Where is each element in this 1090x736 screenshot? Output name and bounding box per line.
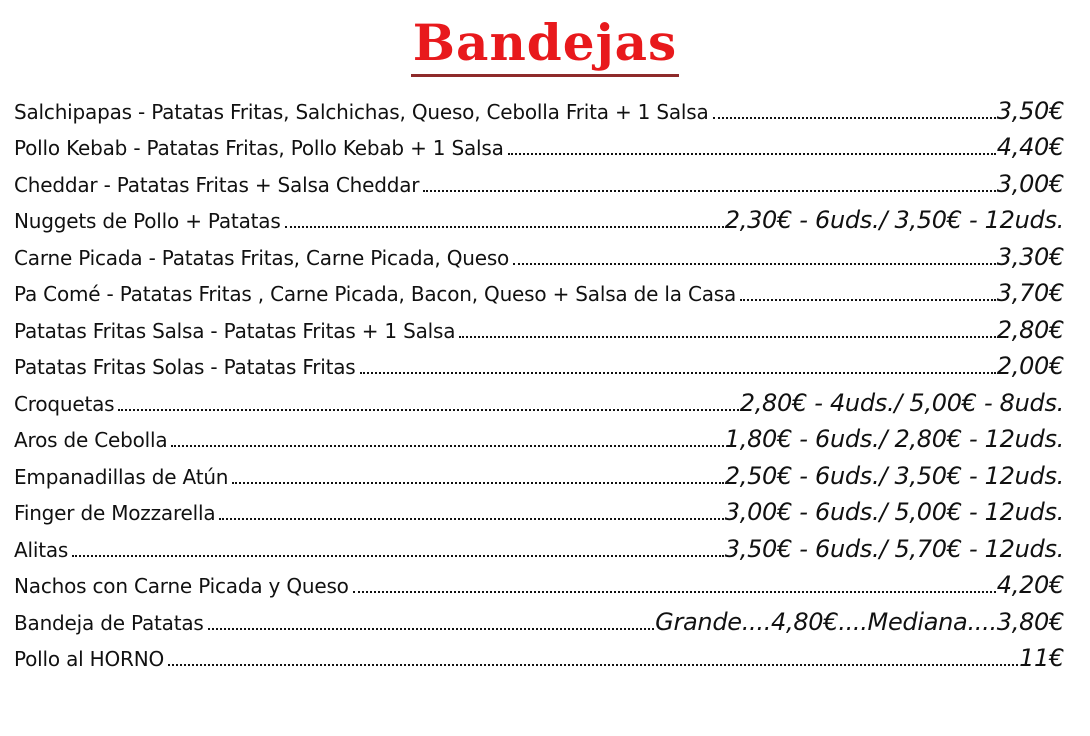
item-name: Pollo al HORNO bbox=[14, 647, 165, 671]
dot-leader bbox=[168, 646, 1018, 672]
dot-leader bbox=[171, 427, 723, 453]
menu-item bbox=[14, 198, 1064, 235]
menu-item bbox=[14, 636, 1064, 673]
dot-leader bbox=[118, 391, 738, 417]
dot-leader bbox=[740, 281, 996, 307]
item-name: Pollo Kebab - Patatas Fritas, Pollo Kebab + 1 Salsa bbox=[14, 136, 504, 160]
item-name: Croquetas bbox=[14, 391, 115, 416]
menu-item bbox=[14, 453, 1064, 490]
dot-leader bbox=[459, 318, 995, 344]
dot-leader bbox=[208, 610, 655, 636]
dot-leader bbox=[360, 354, 996, 380]
menu-title: Bandejas bbox=[411, 14, 679, 77]
item-name: Bandeja de Patatas bbox=[14, 610, 204, 635]
menu-item bbox=[14, 563, 1064, 600]
title-container bbox=[0, 14, 1090, 77]
item-price: 3,70€ bbox=[996, 279, 1064, 307]
item-name: Salchipapas - Patatas Fritas, Salchichas, Queso, Cebolla Frita + 1 Salsa bbox=[14, 99, 709, 124]
menu-item bbox=[14, 417, 1064, 454]
menu-item bbox=[14, 271, 1064, 308]
item-price: 3,00€ bbox=[996, 169, 1064, 198]
item-name: Pa Comé - Patatas Fritas , Carne Picada, Bacon, Queso + Salsa de la Casa bbox=[14, 282, 737, 306]
item-price: 1,80€ - 6uds./ 2,80€ - 12uds. bbox=[724, 425, 1064, 453]
dot-leader bbox=[353, 573, 996, 599]
item-price: 2,00€ bbox=[996, 352, 1064, 380]
dot-leader bbox=[219, 500, 723, 526]
item-name: Aros de Cebolla bbox=[14, 428, 168, 452]
item-price: 4,40€ bbox=[996, 133, 1064, 161]
menu-item bbox=[14, 380, 1064, 417]
item-name: Cheddar - Patatas Fritas + Salsa Cheddar bbox=[14, 172, 420, 197]
menu-item bbox=[14, 599, 1064, 636]
dot-leader bbox=[423, 172, 995, 198]
item-price: 3,50€ - 6uds./ 5,70€ - 12uds. bbox=[724, 534, 1064, 563]
item-price: 2,80€ bbox=[996, 315, 1064, 344]
item-price: 11€ bbox=[1019, 644, 1064, 672]
menu-list bbox=[14, 88, 1064, 672]
dot-leader bbox=[713, 99, 996, 125]
item-name: Carne Picada - Patatas Fritas, Carne Picada, Queso bbox=[14, 245, 510, 270]
item-price: 4,20€ bbox=[996, 571, 1064, 599]
item-name: Empanadillas de Atún bbox=[14, 464, 229, 489]
item-price: 3,50€ bbox=[996, 96, 1064, 125]
dot-leader bbox=[232, 464, 723, 490]
menu-item bbox=[14, 344, 1064, 381]
menu-item bbox=[14, 490, 1064, 527]
menu-item bbox=[14, 307, 1064, 344]
item-name: Finger de Mozzarella bbox=[14, 501, 216, 525]
menu-item bbox=[14, 88, 1064, 125]
item-price: 3,00€ - 6uds./ 5,00€ - 12uds. bbox=[724, 498, 1064, 526]
item-price: 2,80€ - 4uds./ 5,00€ - 8uds. bbox=[739, 388, 1064, 417]
dot-leader bbox=[513, 245, 996, 271]
dot-leader bbox=[72, 537, 724, 563]
menu-item bbox=[14, 234, 1064, 271]
item-name: Patatas Fritas Salsa - Patatas Fritas + 1 Salsa bbox=[14, 318, 456, 343]
item-price: 3,30€ bbox=[996, 242, 1064, 271]
dot-leader bbox=[285, 208, 724, 234]
item-name: Nuggets de Pollo + Patatas bbox=[14, 209, 281, 233]
menu-item bbox=[14, 161, 1064, 198]
menu-item bbox=[14, 125, 1064, 162]
item-price: Grande....4,80€....Mediana....3,80€ bbox=[655, 607, 1064, 636]
item-name: Alitas bbox=[14, 537, 69, 562]
item-name: Patatas Fritas Solas - Patatas Fritas bbox=[14, 355, 356, 379]
item-price: 2,30€ - 6uds./ 3,50€ - 12uds. bbox=[724, 206, 1064, 234]
dot-leader bbox=[508, 135, 996, 161]
item-price: 2,50€ - 6uds./ 3,50€ - 12uds. bbox=[724, 461, 1064, 490]
menu-item bbox=[14, 526, 1064, 563]
item-name: Nachos con Carne Picada y Queso bbox=[14, 574, 349, 598]
